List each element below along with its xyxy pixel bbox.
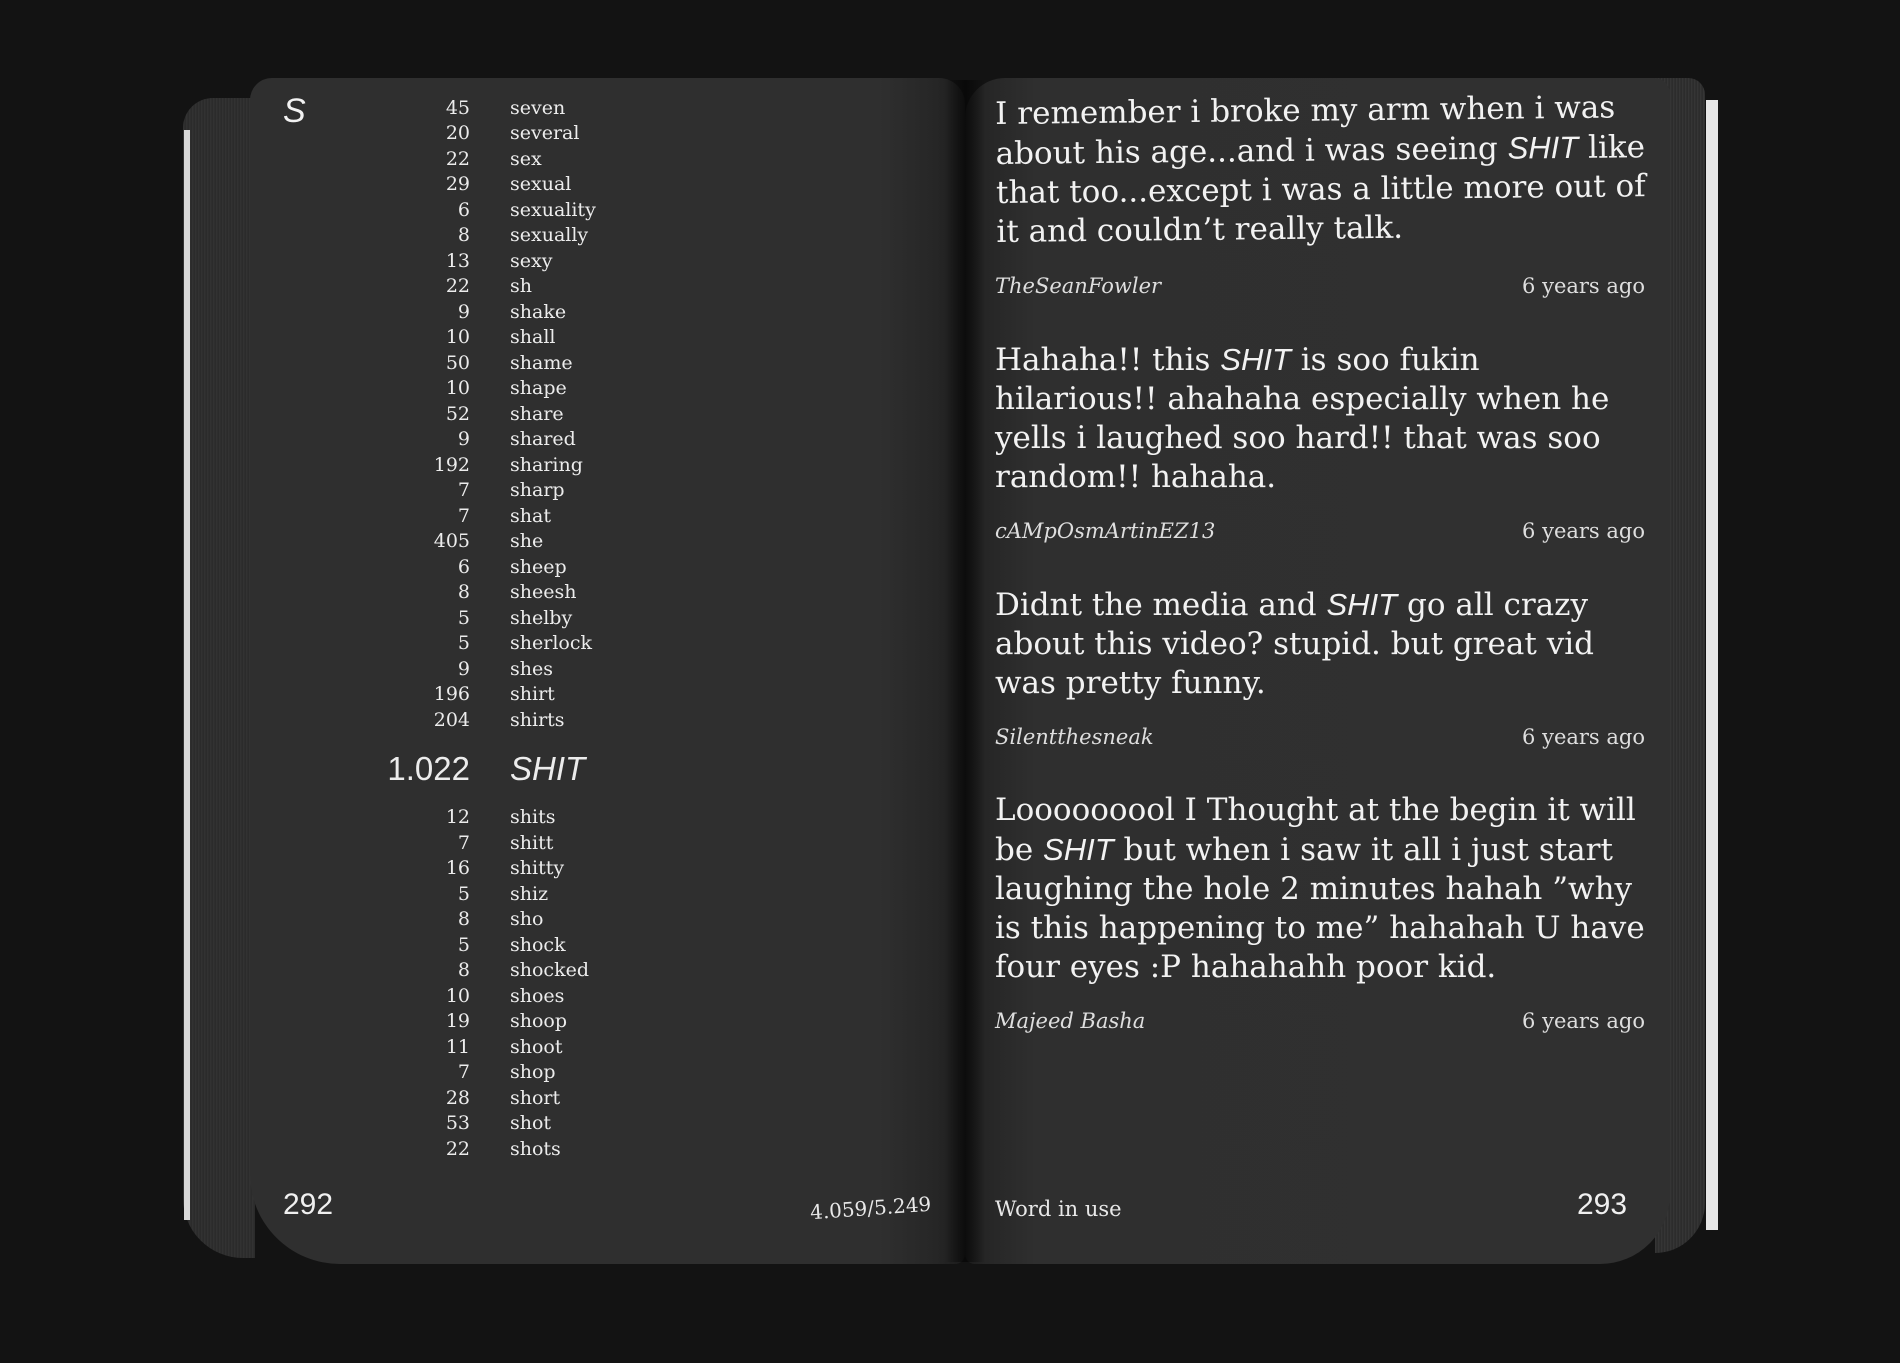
index-row: [380, 376, 800, 402]
index-word: shes: [510, 657, 553, 680]
comment-meta: [995, 274, 1645, 298]
index-progress: 4.059/5.249: [809, 1191, 932, 1225]
index-word: sexual: [510, 173, 572, 196]
index-count: 29: [445, 173, 470, 196]
comment-meta: [995, 1009, 1645, 1033]
index-count: 405: [433, 530, 470, 553]
index-word: shitty: [510, 857, 565, 880]
index-word: shame: [510, 351, 573, 374]
index-word: share: [510, 402, 564, 425]
comment-author: Majeed Basha: [995, 1009, 1146, 1033]
comment-text-before: I remember i broke my arm when i was about his age...and i was seeing: [995, 89, 1616, 172]
comment-text-after: but when i saw it all i just start laughing the hole 2 minutes hahah ”why is this happening to me” hahahah U have four eyes :P hahahahh poor kid.: [995, 832, 1645, 985]
index-row: [380, 95, 800, 121]
word-index-list: [380, 95, 800, 1162]
index-row: [380, 401, 800, 427]
index-count: 9: [457, 300, 470, 323]
index-row: [380, 830, 800, 856]
comment-text: [995, 88, 1647, 252]
comment-timestamp: 6 years ago: [1522, 725, 1645, 749]
comment-meta: [995, 519, 1645, 543]
index-row: [380, 427, 800, 453]
index-count: 13: [445, 249, 470, 272]
index-row: [380, 1060, 800, 1086]
index-row: [380, 983, 800, 1009]
comment: [995, 791, 1645, 1033]
index-count: 7: [457, 831, 470, 854]
index-count: 6: [457, 198, 470, 221]
index-count: 196: [433, 683, 470, 706]
index-count: 50: [445, 351, 470, 374]
index-word: sho: [510, 908, 544, 931]
index-row: [380, 907, 800, 933]
index-word: shoot: [510, 1035, 563, 1058]
index-row: [380, 707, 800, 733]
page-number-right: 293: [1577, 1188, 1628, 1221]
comment-keyword: SHIT: [1043, 832, 1114, 867]
index-count: 5: [457, 933, 470, 956]
index-row: [380, 478, 800, 504]
index-row: [380, 958, 800, 984]
index-row: [380, 146, 800, 172]
index-word: shop: [510, 1061, 556, 1084]
comment-timestamp: 6 years ago: [1522, 519, 1645, 543]
index-count: 19: [445, 1010, 470, 1033]
index-row: [380, 631, 800, 657]
index-word: shots: [510, 1137, 561, 1160]
index-word: shat: [510, 504, 551, 527]
index-count: 5: [457, 606, 470, 629]
index-word: sherlock: [510, 632, 592, 655]
index-count: 5: [457, 882, 470, 905]
index-word: seven: [510, 96, 566, 119]
index-word: sheep: [510, 555, 567, 578]
right-page-edge-highlight: [1706, 100, 1718, 1230]
index-count: 204: [433, 708, 470, 731]
comment-text-after: is soo fukin hilarious!! ahahaha especially when he yells i laughed soo hard!! that was soo random!! hahaha.: [995, 342, 1610, 495]
index-row: [380, 172, 800, 198]
index-word: sexuality: [510, 198, 596, 221]
index-count: 7: [457, 1061, 470, 1084]
index-row: [380, 529, 800, 555]
index-row: [380, 121, 800, 147]
index-count: 7: [457, 479, 470, 502]
comment: [995, 585, 1645, 749]
index-word: sexy: [510, 249, 553, 272]
index-word: shiz: [510, 882, 549, 905]
index-word: sexually: [510, 224, 589, 247]
comment-text-after: like that too...except i was a little more out of it and couldn’t really talk.: [995, 129, 1646, 250]
index-word: shoop: [510, 1010, 568, 1033]
index-row: [380, 299, 800, 325]
index-word: sh: [510, 275, 532, 298]
index-row: [380, 1085, 800, 1111]
index-row: [380, 605, 800, 631]
index-word: shoes: [510, 984, 565, 1007]
index-count: 12: [445, 806, 470, 829]
index-count: 7: [457, 504, 470, 527]
index-count: 8: [457, 959, 470, 982]
comment: [995, 89, 1646, 298]
comment-author: TheSeanFowler: [995, 274, 1162, 298]
index-count: 10: [445, 984, 470, 1007]
running-title: Word in use: [995, 1197, 1122, 1221]
index-word: shape: [510, 377, 567, 400]
index-word: sex: [510, 147, 542, 170]
highlighted-index-entry: [380, 741, 800, 797]
index-row: [380, 197, 800, 223]
index-word: shirt: [510, 683, 555, 706]
comment: [995, 340, 1645, 543]
index-row: [380, 554, 800, 580]
index-count: 22: [445, 1137, 470, 1160]
comment-keyword: SHIT: [1326, 587, 1398, 622]
page-number-left: 292: [283, 1188, 334, 1221]
left-page-edge-highlight: [184, 130, 190, 1220]
comment-keyword: SHIT: [1507, 129, 1579, 166]
index-count: 6: [457, 555, 470, 578]
index-word: shocked: [510, 959, 589, 982]
index-word: sharing: [510, 453, 583, 476]
index-row: [380, 656, 800, 682]
index-count: 16: [445, 857, 470, 880]
highlight-word: SHIT: [510, 749, 586, 787]
index-word: shot: [510, 1112, 552, 1135]
index-count: 9: [457, 428, 470, 451]
index-word: sheesh: [510, 581, 577, 604]
section-letter: S: [283, 92, 306, 130]
index-count: 8: [457, 581, 470, 604]
book-gutter: [945, 80, 985, 1262]
index-count: 8: [457, 224, 470, 247]
index-row: [380, 682, 800, 708]
index-row: [380, 881, 800, 907]
index-word: short: [510, 1086, 561, 1109]
comment-author: Silentthesneak: [995, 725, 1154, 749]
index-row: [380, 856, 800, 882]
index-row: [380, 580, 800, 606]
comment-timestamp: 6 years ago: [1522, 274, 1645, 298]
index-word: several: [510, 122, 580, 145]
index-word: shirts: [510, 708, 565, 731]
comment-timestamp: 6 years ago: [1522, 1009, 1645, 1033]
index-row: [380, 223, 800, 249]
comment-text: [995, 791, 1645, 987]
index-word: she: [510, 530, 544, 553]
index-row: [380, 1009, 800, 1035]
index-count: 53: [445, 1112, 470, 1135]
comment-text: [995, 340, 1645, 497]
comment-text-after: go all crazy about this video? stupid. but great vid was pretty funny.: [995, 587, 1594, 701]
index-row: [380, 1034, 800, 1060]
index-row: [380, 248, 800, 274]
index-count: 11: [445, 1035, 470, 1058]
index-count: 9: [457, 657, 470, 680]
index-count: 52: [445, 402, 470, 425]
index-word: shake: [510, 300, 567, 323]
index-word: shared: [510, 428, 576, 451]
index-row: [380, 452, 800, 478]
index-word: shock: [510, 933, 566, 956]
index-count: 192: [433, 453, 470, 476]
comment-author: cAMpOsmArtinEZ13: [995, 519, 1216, 543]
comment-text-before: Hahaha!! this: [995, 342, 1221, 378]
index-count: 20: [445, 122, 470, 145]
comment-text: [995, 585, 1645, 703]
left-page-edges: [183, 98, 255, 1258]
comment-meta: [995, 725, 1645, 749]
comments-list: [995, 89, 1646, 1033]
index-row: [380, 325, 800, 351]
index-count: 10: [445, 377, 470, 400]
index-word: shits: [510, 806, 556, 829]
index-count: 10: [445, 326, 470, 349]
index-count: 45: [445, 96, 470, 119]
index-row: [380, 932, 800, 958]
index-row: [380, 805, 800, 831]
index-count: 22: [445, 275, 470, 298]
comment-text-before: Didnt the media and: [995, 587, 1327, 623]
index-row: [380, 1111, 800, 1137]
comment-keyword: SHIT: [1220, 342, 1291, 377]
index-row: [380, 503, 800, 529]
index-word: sharp: [510, 479, 565, 502]
index-count: 22: [445, 147, 470, 170]
index-row: [380, 274, 800, 300]
index-row: [380, 1136, 800, 1162]
highlight-count: 1.022: [387, 749, 470, 787]
index-word: shelby: [510, 606, 573, 629]
comment-text-before: Looooooool I Thought at the begin it will be: [995, 792, 1636, 868]
index-word: shitt: [510, 831, 554, 854]
index-row: [380, 350, 800, 376]
index-count: 28: [445, 1086, 470, 1109]
index-count: 5: [457, 632, 470, 655]
index-count: 8: [457, 908, 470, 931]
index-word: shall: [510, 326, 556, 349]
